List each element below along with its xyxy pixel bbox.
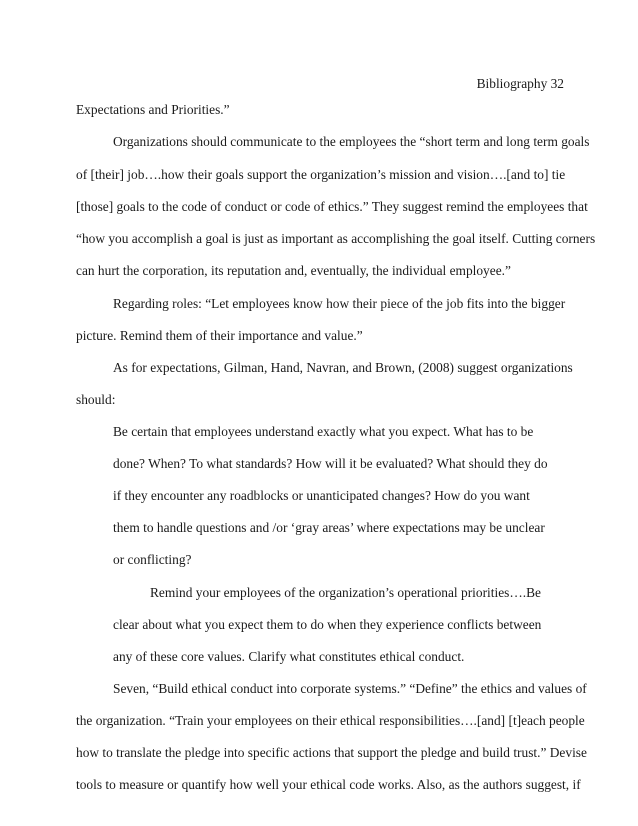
block-quote-line: done? When? To what standards? How will it be evaluated? What should they do xyxy=(113,456,548,471)
block-quote-line: them to handle questions and /or ‘gray areas’ where expectations may be unclear xyxy=(113,520,545,535)
block-quote-line: Be certain that employees understand exactly what you expect. What has to be xyxy=(113,424,534,439)
body-line: of [their] job….how their goals support the organization’s mission and vision….[and to] tie xyxy=(76,167,566,182)
running-head: Bibliography 32 xyxy=(476,76,564,91)
block-quote-line: or conflicting? xyxy=(113,552,192,567)
body-line: Seven, “Build ethical conduct into corporate systems.” “Define” the ethics and values of xyxy=(113,681,587,696)
body-line: “how you accomplish a goal is just as important as accomplishing the goal itself. Cutting corners xyxy=(76,231,596,246)
body-line: can hurt the corporation, its reputation and, eventually, the individual employee.” xyxy=(76,263,511,278)
body-line: As for expectations, Gilman, Hand, Navran, and Brown, (2008) suggest organizations xyxy=(113,360,573,375)
block-quote-line: if they encounter any roadblocks or unanticipated changes? How do you want xyxy=(113,488,530,503)
body-line: how to translate the pledge into specific actions that support the pledge and build trust.” Devise xyxy=(76,745,587,760)
block-quote-line: Remind your employees of the organization’s operational priorities….Be xyxy=(150,585,541,600)
body-line: should: xyxy=(76,392,116,407)
body-line: tools to measure or quantify how well your ethical code works. Also, as the authors suggest, if xyxy=(76,777,581,792)
block-quote-line: any of these core values. Clarify what constitutes ethical conduct. xyxy=(113,649,465,664)
body-line: Expectations and Priorities.” xyxy=(76,102,230,117)
body-line: Regarding roles: “Let employees know how their piece of the job fits into the bigger xyxy=(113,296,566,311)
block-quote-line: clear about what you expect them to do when they experience conflicts between xyxy=(113,617,542,632)
body-line: Organizations should communicate to the employees the “short term and long term goals xyxy=(113,134,590,149)
body-line: picture. Remind them of their importance and value.” xyxy=(76,328,363,343)
body-line: [those] goals to the code of conduct or code of ethics.” They suggest remind the employees that xyxy=(76,199,588,214)
body-line: the organization. “Train your employees on their ethical responsibilities….[and] [t]each people xyxy=(76,713,585,728)
